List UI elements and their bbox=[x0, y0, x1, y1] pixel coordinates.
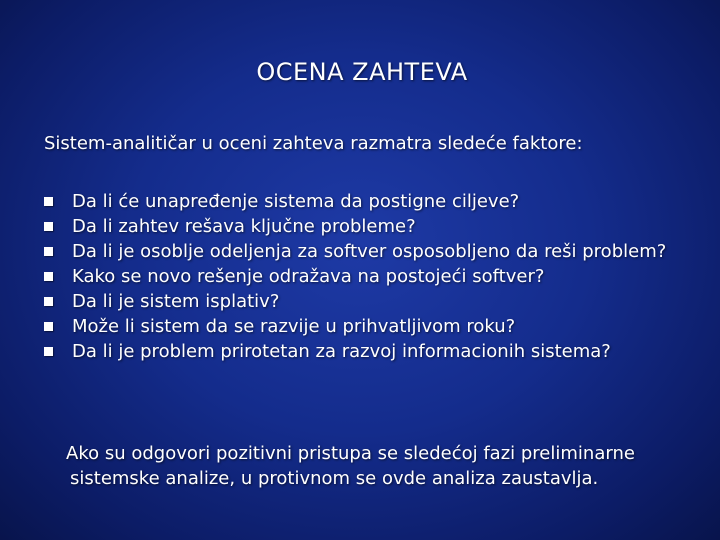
list-item bbox=[44, 339, 684, 364]
factor-list bbox=[44, 189, 684, 364]
list-item bbox=[44, 189, 684, 214]
list-item bbox=[44, 239, 684, 264]
list-item-text: Može li sistem da se razvije u prihvatljivom roku? bbox=[72, 316, 516, 337]
square-bullet-icon bbox=[44, 347, 53, 356]
intro-text: Sistem-analitičar u oceni zahteva razmatra sledeće faktore: bbox=[44, 133, 583, 154]
square-bullet-icon bbox=[44, 247, 53, 256]
square-bullet-icon bbox=[44, 197, 53, 206]
list-item-text: Da li je sistem isplativ? bbox=[72, 291, 280, 312]
list-item-text: Da li će unapređenje sistema da postigne ciljeve? bbox=[72, 191, 520, 212]
list-item-text: Da li je osoblje odeljenja za softver osposobljeno da reši problem? bbox=[72, 241, 667, 262]
list-item bbox=[44, 314, 684, 339]
square-bullet-icon bbox=[44, 322, 53, 331]
square-bullet-icon bbox=[44, 272, 53, 281]
list-item bbox=[44, 264, 684, 289]
square-bullet-icon bbox=[44, 222, 53, 231]
conclusion-text: Ako su odgovori pozitivni pristupa se sledećoj fazi preliminarne sistemske analize, u protivnom se ovde analiza zaustavlja. bbox=[66, 443, 635, 489]
square-bullet-icon bbox=[44, 297, 53, 306]
list-item-text: Kako se novo rešenje odražava na postojeći softver? bbox=[72, 266, 545, 287]
list-item bbox=[44, 214, 684, 239]
list-item-text: Da li zahtev rešava ključne probleme? bbox=[72, 216, 416, 237]
list-item-text: Da li je problem prirotetan za razvoj informacionih sistema? bbox=[72, 341, 611, 362]
slide-title: OCENA ZAHTEVA bbox=[256, 58, 468, 86]
list-item bbox=[44, 289, 684, 314]
